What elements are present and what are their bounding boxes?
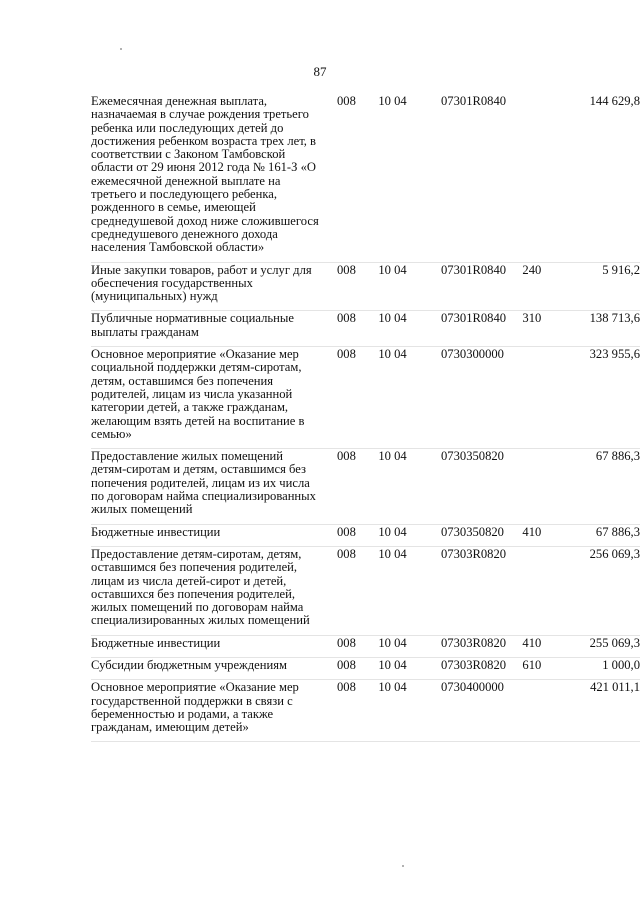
item-name: Иные закупки товаров, работ и услуг для обеспечения государственных (муниципальных) нужд — [91, 262, 319, 311]
target-article-code: 0730350820 — [429, 524, 522, 546]
section-code: 10 04 — [374, 311, 429, 347]
table-row — [91, 635, 640, 657]
section-code: 10 04 — [374, 449, 429, 524]
budget-table — [91, 95, 640, 742]
target-article-code: 07301R0840 — [429, 311, 522, 347]
table-row — [91, 680, 640, 742]
section-code: 10 04 — [374, 524, 429, 546]
grbs-code: 008 — [319, 449, 374, 524]
amount: 5 916,2 — [550, 262, 640, 311]
item-name: Предоставление детям-сиротам, детям, оставшимся без попечения родителей, лицам из числа детей-сирот и детей, оставшихся без попечения родителей, жилых помещений по договорам найма специализированных жилых помещений — [91, 546, 319, 635]
expense-type-code: 240 — [522, 262, 550, 311]
table-row — [91, 95, 640, 262]
table-row — [91, 449, 640, 524]
target-article-code: 07303R0820 — [429, 635, 522, 657]
section-code: 10 04 — [374, 680, 429, 742]
target-article-code: 0730350820 — [429, 449, 522, 524]
grbs-code: 008 — [319, 311, 374, 347]
section-code: 10 04 — [374, 347, 429, 449]
scan-speck — [402, 865, 404, 867]
scan-speck — [120, 48, 122, 50]
expense-type-code — [522, 680, 550, 742]
grbs-code: 008 — [319, 95, 374, 262]
table-row — [91, 546, 640, 635]
target-article-code: 07303R0820 — [429, 546, 522, 635]
table-row — [91, 262, 640, 311]
expense-type-code — [522, 347, 550, 449]
amount: 67 886,3 — [550, 524, 640, 546]
item-name: Субсидии бюджетным учреждениям — [91, 657, 319, 679]
table-row — [91, 347, 640, 449]
amount: 323 955,6 — [550, 347, 640, 449]
expense-type-code — [522, 95, 550, 262]
item-name: Публичные нормативные социальные выплаты гражданам — [91, 311, 319, 347]
target-article-code: 07301R0840 — [429, 262, 522, 311]
section-code: 10 04 — [374, 546, 429, 635]
expense-type-code: 410 — [522, 524, 550, 546]
expense-type-code: 410 — [522, 635, 550, 657]
item-name: Ежемесячная денежная выплата, назначаемая в случае рождения третьего ребенка или последующих детей до достижения ребенком возраста трех лет, в соответствии с Законом Тамбовской области от 29 июня 2012 года № 161-З «О ежемесячной денежной выплате на третьего и последующего ребенка, рожденного в семье, имеющей среднедушевой доход ниже сложившегося среднедушевого денежного дохода населения Тамбовской области» — [91, 95, 319, 262]
amount: 144 629,8 — [550, 95, 640, 262]
grbs-code: 008 — [319, 524, 374, 546]
amount: 256 069,3 — [550, 546, 640, 635]
target-article-code: 0730400000 — [429, 680, 522, 742]
table-row — [91, 311, 640, 347]
expense-type-code: 310 — [522, 311, 550, 347]
amount: 1 000,0 — [550, 657, 640, 679]
section-code: 10 04 — [374, 262, 429, 311]
page-number: 87 — [313, 64, 327, 79]
grbs-code: 008 — [319, 657, 374, 679]
section-code: 10 04 — [374, 95, 429, 262]
section-code: 10 04 — [374, 635, 429, 657]
grbs-code: 008 — [319, 347, 374, 449]
grbs-code: 008 — [319, 262, 374, 311]
target-article-code: 07303R0820 — [429, 657, 522, 679]
item-name: Бюджетные инвестиции — [91, 635, 319, 657]
item-name: Основное мероприятие «Оказание мер государственной поддержки в связи с беременностью и родами, а также гражданам, имеющим детей» — [91, 680, 319, 742]
amount: 138 713,6 — [550, 311, 640, 347]
item-name: Предоставление жилых помещений детям-сиротам и детям, оставшимся без попечения родителей, лицам из их числа по договорам найма специализированных жилых помещений — [91, 449, 319, 524]
grbs-code: 008 — [319, 635, 374, 657]
amount: 67 886,3 — [550, 449, 640, 524]
table-row — [91, 657, 640, 679]
target-article-code: 0730300000 — [429, 347, 522, 449]
section-code: 10 04 — [374, 657, 429, 679]
grbs-code: 008 — [319, 680, 374, 742]
amount: 255 069,3 — [550, 635, 640, 657]
item-name: Бюджетные инвестиции — [91, 524, 319, 546]
amount: 421 011,1 — [550, 680, 640, 742]
expense-type-code: 610 — [522, 657, 550, 679]
table-row — [91, 524, 640, 546]
expense-type-code — [522, 546, 550, 635]
grbs-code: 008 — [319, 546, 374, 635]
target-article-code: 07301R0840 — [429, 95, 522, 262]
expense-type-code — [522, 449, 550, 524]
item-name: Основное мероприятие «Оказание мер социальной поддержки детям-сиротам, детям, оставшимся без попечения родителей, лицам из числа указанной категории детей, а также гражданам, желающим взять детей на воспитание в семью» — [91, 347, 319, 449]
